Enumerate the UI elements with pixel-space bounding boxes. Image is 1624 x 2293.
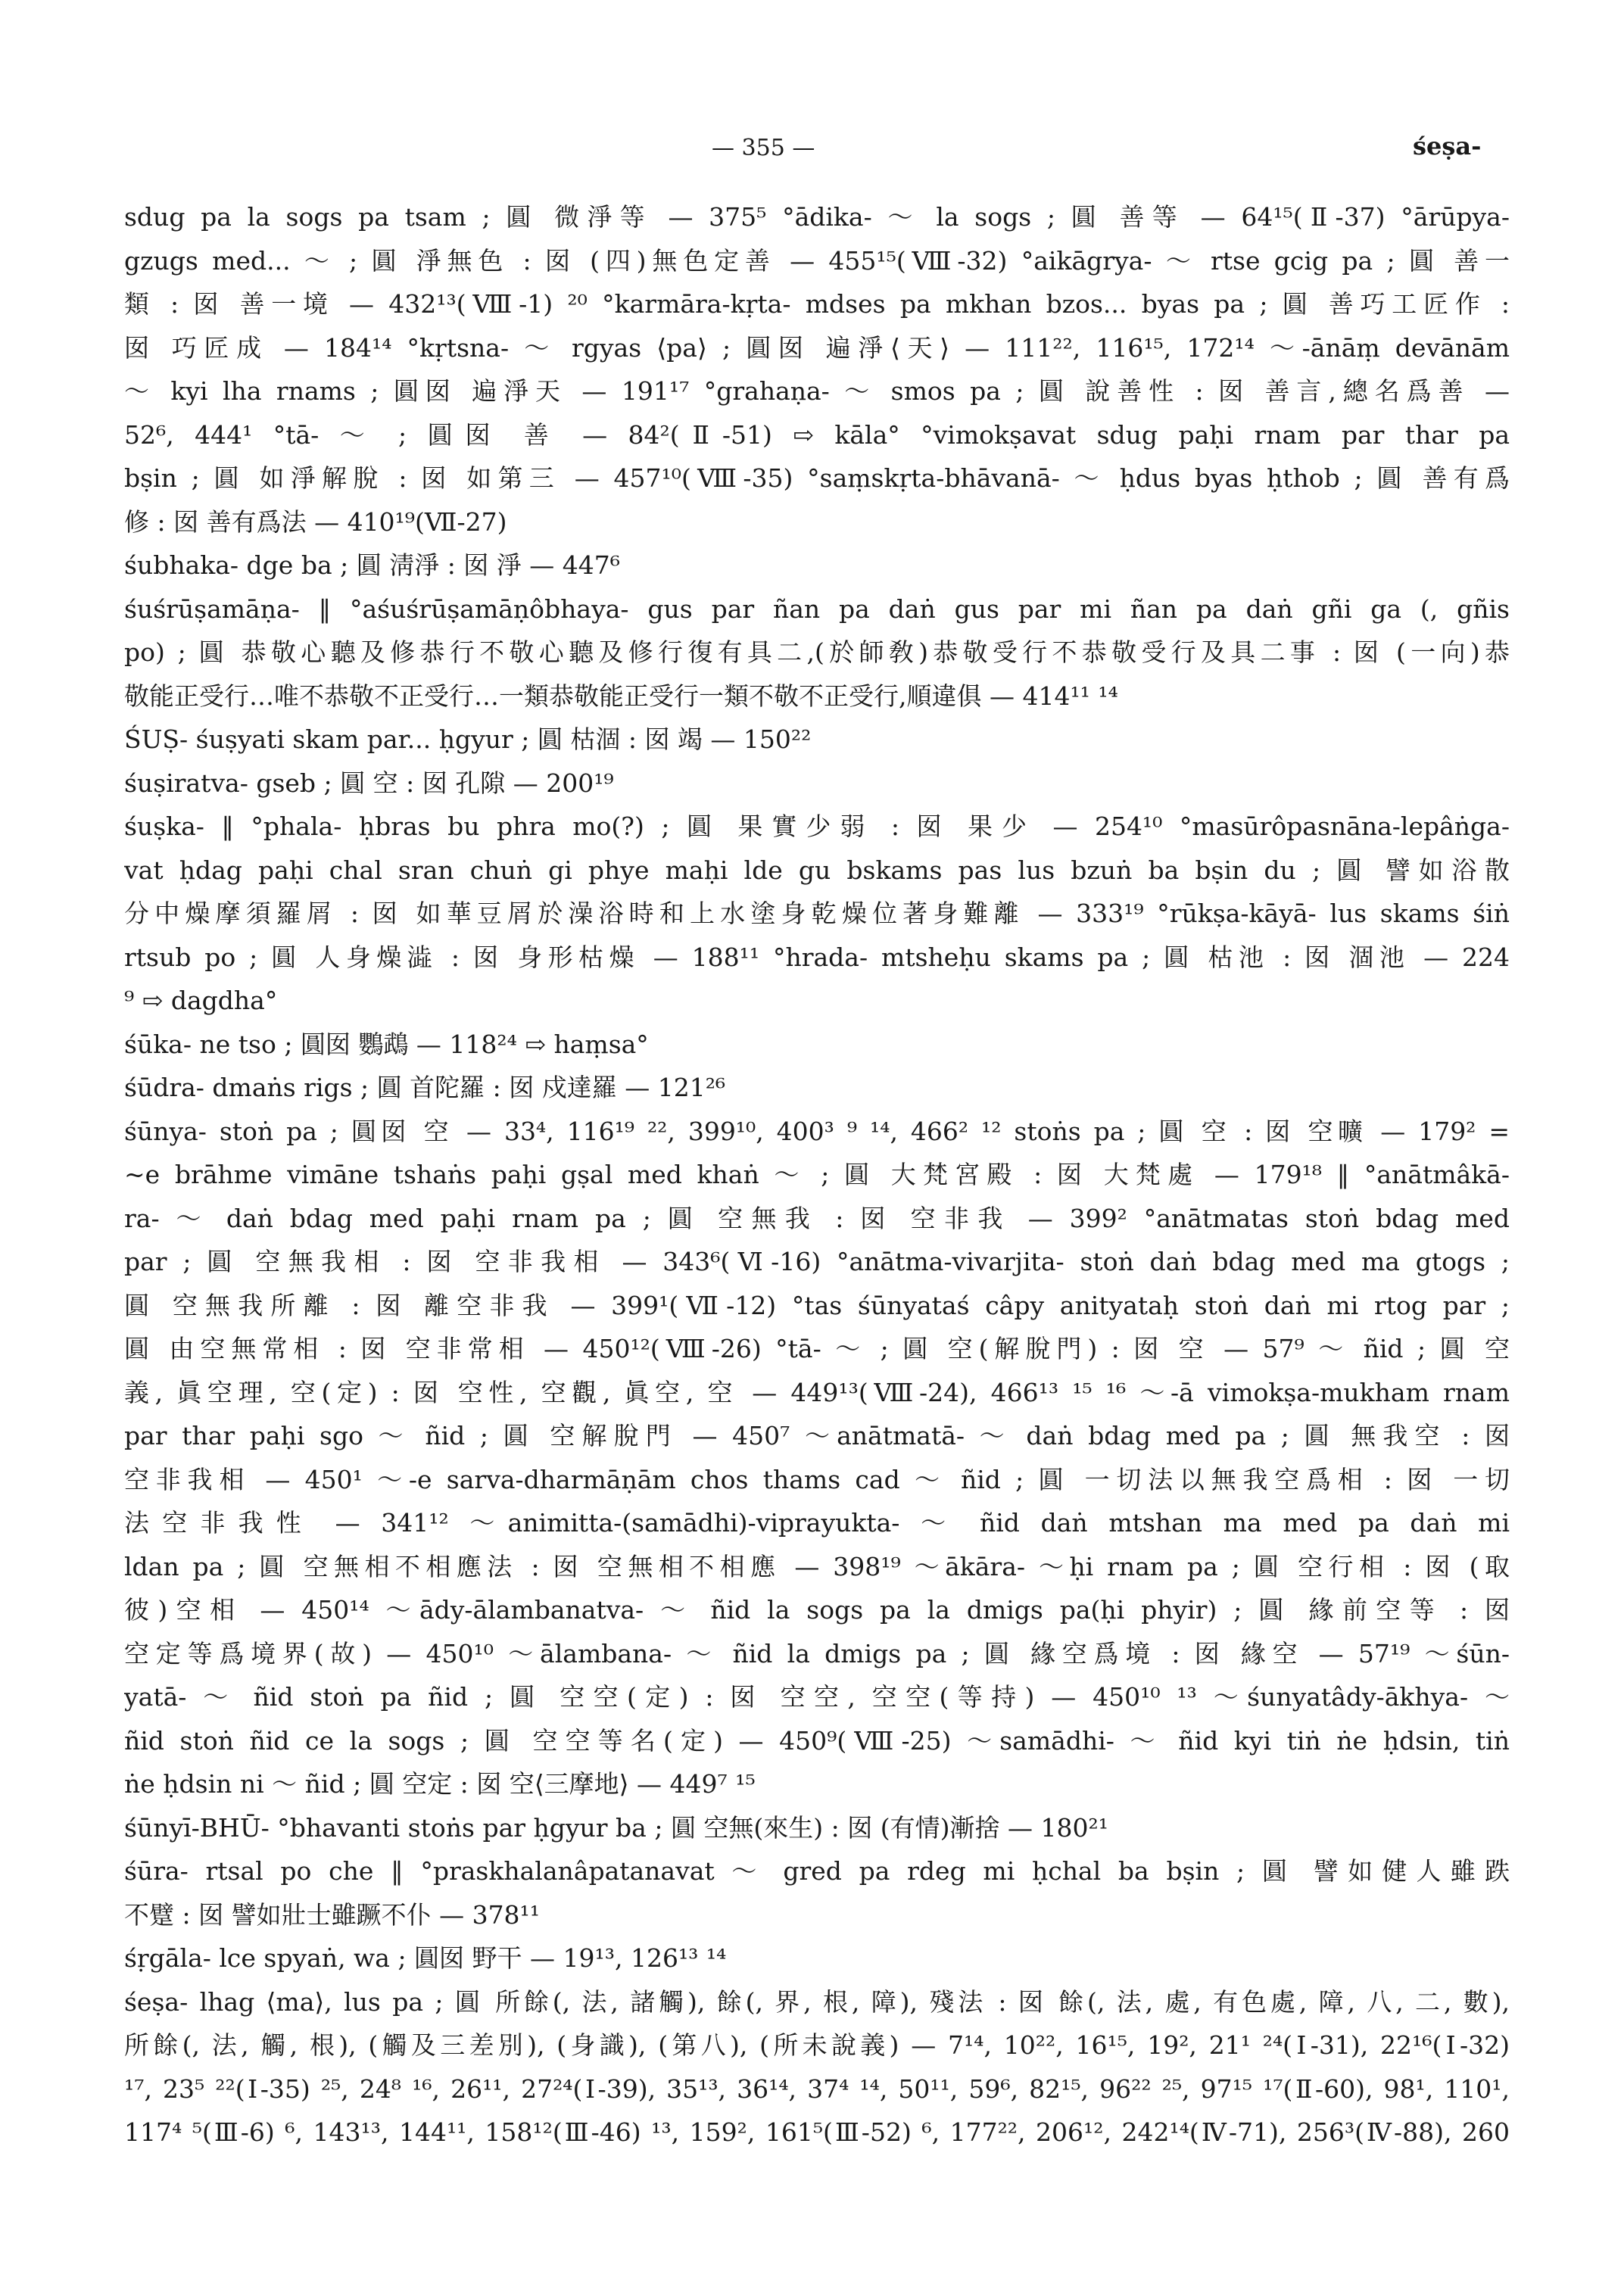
text-line: yatā- ～ ñid stoṅ pa ñid ; 圓 空空(定) : 囡 空空, 空空(等持) — 450¹⁰ ¹³ ～śunyatâdy-ākhya- ～: [124, 1682, 1510, 1712]
text-line: 所餘(, 法, 觸, 根), (觸及三差別), (身識), (第八), (所未說義) — 7¹⁴, 10²², 16¹⁵, 19², 21¹ ²⁴(Ⅰ-31), 22¹⁶(Ⅰ-32): [124, 2030, 1510, 2060]
text-line: ra- ～ daṅ bdag med paḥi rnam pa ; 圓 空無我 : 囡 空非我 — 399² °anātmatas stoṅ bdag med: [124, 1203, 1510, 1233]
entry-sesa: śeṣa- lhag ⟨ma⟩, lus pa ; 圓 所餘(, 法, 諸觸), 餘(, 界, 根, 障), 殘法 : 囡 餘(, 法, 處, 有色處, 障, 八, 二, 數),: [124, 1986, 1510, 2017]
entry-subhaka: śubhaka- dge ba ; 圓 淸淨 : 囡 淨 — 447⁶: [124, 550, 620, 580]
text-line: vat ḥdag paḥi chal sran chuṅ gi phye maḥi lde gu bskams pas lus bzuṅ ba bṣin du ; 圓 譬如浴散: [124, 855, 1510, 885]
text-line: 敬能正受行…唯不恭敬不正受行…一類恭敬能正受行一類不敬不正受行,順違俱 — 414¹¹ ¹⁴: [124, 681, 1118, 711]
text-line: 117⁴ ⁵(Ⅲ-6) ⁶, 143¹³, 144¹¹, 158¹²(Ⅲ-46) ¹³, 159², 161⁵(Ⅲ-52) ⁶, 177²², 206¹², 242¹⁴(Ⅳ-71), 256³(Ⅳ-88), 260: [124, 2117, 1510, 2147]
entry-sunyi-bhu: śūnyī-BHŪ- °bhavanti stoṅs par ḥgyur ba ; 圓 空無(來生) : 囡 (有情)漸捨 — 180²¹: [124, 1812, 1108, 1843]
text-line: ṅe ḥdsin ni ～ ñid ; 圓 空定 : 囡 空⟨三摩地⟩ — 449⁷ ¹⁵: [124, 1769, 756, 1799]
text-line: po) ; 圓 恭敬心聽及修恭行不敬心聽及修行復有具二,(於師敎)恭敬受行不恭敬受行及具二事 : 囡 (一向)恭: [124, 637, 1510, 667]
entry-sunya: śūnya- stoṅ pa ; 圓囡 空 — 33⁴, 116¹⁹ ²², 399¹⁰, 400³ ⁹ ¹⁴, 466² ¹² stoṅs pa ; 圓 空 : 囡 空曠 — 179² =: [124, 1116, 1510, 1146]
text-line: 類 : 囡 善一境 — 432¹³(Ⅷ-1) ²⁰ °karmāra-kṛta- mdses pa mkhan bzos... byas pa ; 圓 善巧工匠作 :: [124, 289, 1510, 319]
text-line: 分中燥摩須羅屑 : 囡 如華豆屑於澡浴時和上水塗身乾燥位著身難離 — 333¹⁹ °rūkṣa-kāyā- lus skams śiṅ: [124, 899, 1510, 928]
text-line: par ; 圓 空無我相 : 囡 空非我相 — 343⁶(Ⅵ-16) °anātma-vivarjita- stoṅ daṅ bdag med ma gtogs ;: [124, 1247, 1510, 1276]
guide-word: śeṣa-: [1413, 132, 1482, 160]
entry-susrusamana: śuśrūṣamāṇa- ‖ °aśuśrūṣamāṇôbhaya- gus par ñan pa daṅ gus par mi ñan pa daṅ gñi ga (, gñis: [124, 594, 1510, 624]
text-line: 空定等爲境界(故) — 450¹⁰ ～ālambana- ～ ñid la dmigs pa ; 圓 緣空爲境 : 囡 緣空 — 57¹⁹ ～śūn-: [124, 1638, 1510, 1668]
entry-suka: śūka- ne tso ; 圓囡 鸚鵡 — 118²⁴ ⇨ haṃsa°: [124, 1029, 649, 1059]
entry-srgala: śṛgāla- lce spyaṅ, wa ; 圓囡 野干 — 19¹³, 126¹³ ¹⁴: [124, 1943, 727, 1973]
text-line: ⁹ ⇨ dagdha°: [124, 986, 278, 1015]
text-line: 修 : 囡 善有爲法 — 410¹⁹(Ⅶ-27): [124, 506, 507, 537]
text-line: 空非我相 — 450¹ ～-e sarva-dharmāṇām chos thams cad ～ ñid ; 圓 一切法以無我空爲相 : 囡 一切: [124, 1464, 1510, 1494]
text-line: ldan pa ; 圓 空無相不相應法 : 囡 空無相不相應 — 398¹⁹ ～ākāra- ～ḥi rnam pa ; 圓 空行相 : 囡 (取: [124, 1551, 1510, 1581]
text-line: 彼)空相 — 450¹⁴ ～ādy-ālambanatva- ～ ñid la sogs pa la dmigs pa(ḥi phyir) ; 圓 緣前空等 : 囡: [124, 1595, 1510, 1625]
page-number: — 355 —: [712, 135, 815, 161]
entry-suska: śuṣka- ‖ °phala- ḥbras bu phra mo(?) ; 圓 果實少弱 : 囡 果少 — 254¹⁰ °masūrôpasnāna-lepâṅga-: [124, 812, 1510, 841]
text-line: ¹⁷, 23⁵ ²²(Ⅰ-35) ²⁵, 24⁸ ¹⁶, 26¹¹, 27²⁴(Ⅰ-39), 35¹³, 36¹⁴, 37⁴ ¹⁴, 50¹¹, 59⁶, 82¹⁵, 96²² ²⁵, 97¹⁵ ¹⁷(Ⅱ-60), 98¹, 110¹,: [124, 2073, 1510, 2104]
text-line: gzugs med... ～ ; 圓 淨無色 : 囡 (四)無色定善 — 455¹⁵(Ⅷ-32) °aikāgrya- ～ rtse gcig pa ; 圓 善一: [124, 245, 1510, 276]
entry-sus: ŚUṢ- śuṣyati skam par... ḥgyur ; 圓 枯涸 : 囡 竭 — 150²²: [124, 724, 812, 754]
text-line: 圓 空無我所離 : 囡 離空非我 — 399¹(Ⅶ-12) °tas śūnyataś câpy anityataḥ stoṅ daṅ mi rtog par ;: [124, 1290, 1510, 1320]
text-line: bṣin ; 圓 如淨解脫 : 囡 如第三 — 457¹⁰(Ⅷ-35) °saṃskṛta-bhāvanā- ～ ḥdus byas ḥthob ; 圓 善有爲: [124, 463, 1510, 493]
text-line: 不躄 : 囡 譬如壯士雖蹶不仆 — 378¹¹: [124, 1899, 541, 1930]
text-line: ～ kyi lha rnams ; 圓囡 遍淨天 — 191¹⁷ °grahaṇa- ～ smos pa ; 圓 說善性 : 囡 善言,總名爲善 —: [124, 376, 1510, 406]
text-line: 法空非我性 — 341¹² ～animitta-(samādhi)-viprayukta- ～ ñid daṅ mtshan ma med pa daṅ mi: [124, 1508, 1510, 1537]
entry-sura: śūra- rtsal po che ‖ °praskhalanâpatanavat ～ gred pa rdeg mi ḥchal ba bṣin ; 圓 譬如健人雖跌: [124, 1856, 1510, 1886]
dictionary-entries: [124, 195, 1510, 2154]
entry-sudra: śūdra- dmaṅs rigs ; 圓 首陀羅 : 囡 戍達羅 — 121²⁶: [124, 1073, 726, 1102]
text-line: 囡 巧匠成 — 184¹⁴ °kṛtsna- ～ rgyas ⟨pa⟩ ; 圓囡 遍淨⟨天⟩ — 111²², 116¹⁵, 172¹⁴ ～-ānāṃ devānām: [124, 332, 1510, 363]
text-line: rtsub po ; 圓 人身燥澁 : 囡 身形枯燥 — 188¹¹ °hrada- mtsheḥu skams pa ; 圓 枯池 : 囡 涸池 — 224: [124, 942, 1510, 972]
text-line: ~e brāhme vimāne tshaṅs paḥi gṣal med khaṅ ～ ; 圓 大梵宮殿 : 囡 大梵處 — 179¹⁸ ‖ °anātmâkā-: [124, 1160, 1510, 1189]
text-line: ñid stoṅ ñid ce la sogs ; 圓 空空等名(定) — 450⁹(Ⅷ-25) ～samādhi- ～ ñid kyi tiṅ ṅe ḥdsin, tiṅ: [124, 1725, 1510, 1756]
text-line: 義, 眞空理, 空(定) : 囡 空性, 空觀, 眞空, 空 — 449¹³(Ⅷ-24), 466¹³ ¹⁵ ¹⁶ ～-ā vimokṣa-mukham rnam: [124, 1377, 1510, 1407]
text-line: 52⁶, 444¹ °tā- ～ ; 圓囡 善 — 84²(Ⅱ-51) ⇨ kāla° °vimokṣavat sdug paḥi rnam par thar pa: [124, 419, 1510, 450]
text-line: 圓 由空無常相 : 囡 空非常相 — 450¹²(Ⅷ-26) °tā- ～ ; 圓 空(解脫門) : 囡 空 — 57⁹ ～ ñid ; 圓 空: [124, 1334, 1510, 1363]
text-line: par thar paḥi sgo ～ ñid ; 圓 空解脫門 — 450⁷ ～anātmatā- ～ daṅ bdag med pa ; 圓 無我空 : 囡: [124, 1421, 1510, 1450]
entry-susiratva: śuṣiratva- gseb ; 圓 空 : 囡 孔隙 — 200¹⁹: [124, 768, 614, 798]
text-line: sdug pa la sogs pa tsam ; 圓 微淨等 — 375⁵ °ādika- ～ la sogs ; 圓 善等 — 64¹⁵(Ⅱ-37) °ārūpya-: [124, 202, 1510, 232]
